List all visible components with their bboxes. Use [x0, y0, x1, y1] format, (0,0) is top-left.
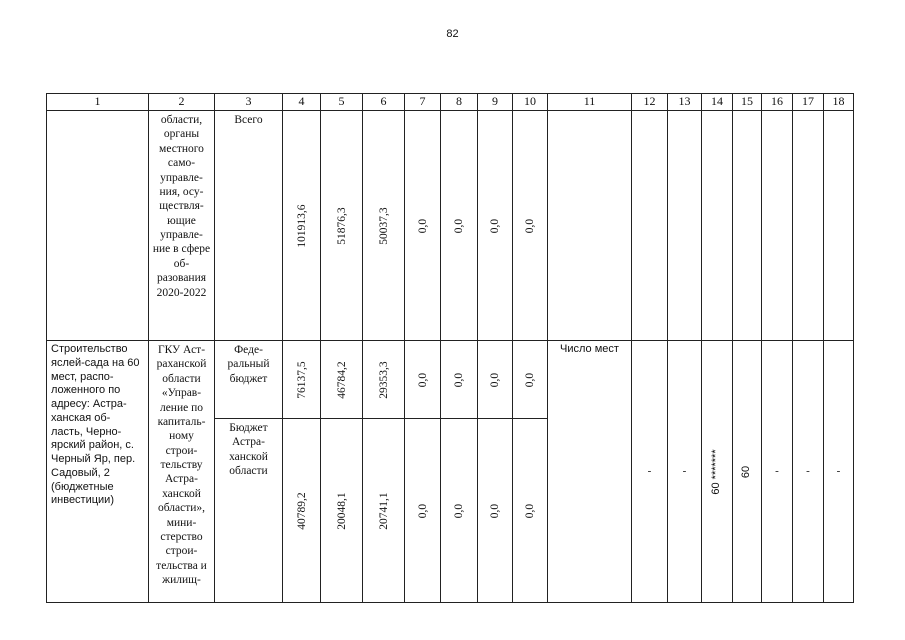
row3-c9: 0,0 [478, 419, 513, 603]
col-header-11: 11 [548, 94, 632, 111]
col-header-3: 3 [215, 94, 283, 111]
row2-c10: 0,0 [513, 341, 548, 419]
page-number: 82 [446, 28, 459, 40]
row1-c8: 0,0 [441, 111, 478, 341]
row3-c5: 20048,1 [321, 419, 363, 603]
row1-c6: 50037,3 [363, 111, 405, 341]
row1-col1 [47, 111, 149, 341]
row1-c14 [702, 111, 733, 341]
row1-c11 [548, 111, 632, 341]
row2-source: Феде- ральный бюджет [215, 341, 283, 419]
col-header-7: 7 [405, 94, 441, 111]
col-header-6: 6 [363, 94, 405, 111]
row1-c18 [824, 111, 854, 341]
col-header-14: 14 [702, 94, 733, 111]
row2-c6: 29353,3 [363, 341, 405, 419]
col-header-10: 10 [513, 94, 548, 111]
row1-c5: 51876,3 [321, 111, 363, 341]
col-header-15: 15 [733, 94, 762, 111]
row2-c12: - [632, 341, 668, 603]
row2-c17: - [793, 341, 824, 603]
row1-c10: 0,0 [513, 111, 548, 341]
row2-c5: 46784,2 [321, 341, 363, 419]
project-name: Строительство яслей-сада на 60 мест, распо- ложенного по адресу: Астра- ханская об- ласть, Черно- ярский район, с. Черный Яр, пер. Садовый, 2 (бюджетные инвестиции) [47, 341, 149, 603]
row2-c18: - [824, 341, 854, 603]
row2-c8: 0,0 [441, 341, 478, 419]
project-executor: ГКУ Аст- раханской области «Управ- ление по капиталь- ному строи- тельству Астра- ханской области», мини- стерство строи- тельства и жилищ- [149, 341, 215, 603]
budget-table [46, 93, 854, 603]
row1-c17 [793, 111, 824, 341]
row2-c16: - [762, 341, 793, 603]
row1-c9: 0,0 [478, 111, 513, 341]
row2-c7: 0,0 [405, 341, 441, 419]
col-header-9: 9 [478, 94, 513, 111]
indicator-name: Число мест [548, 341, 632, 603]
table-row [47, 341, 854, 419]
col-header-2: 2 [149, 94, 215, 111]
row1-c12 [632, 111, 668, 341]
row1-c13 [668, 111, 702, 341]
row1-executor: области, органы местного само- управле- ния, осу- ществля- ющие управле- ние в сфере об- разования 2020-2022 [149, 111, 215, 341]
row2-c15: 60 [733, 341, 762, 603]
row2-c14: 60 ******* [702, 341, 733, 603]
row1-c15 [733, 111, 762, 341]
row3-c6: 20741,1 [363, 419, 405, 603]
row2-c9: 0,0 [478, 341, 513, 419]
row3-c10: 0,0 [513, 419, 548, 603]
col-header-18: 18 [824, 94, 854, 111]
row3-source: Бюджет Астра- ханской области [215, 419, 283, 603]
row3-c4: 40789,2 [283, 419, 321, 603]
row1-source: Всего [215, 111, 283, 341]
row2-c13: - [668, 341, 702, 603]
row3-c7: 0,0 [405, 419, 441, 603]
row1-c7: 0,0 [405, 111, 441, 341]
col-header-12: 12 [632, 94, 668, 111]
row1-c16 [762, 111, 793, 341]
col-header-8: 8 [441, 94, 478, 111]
col-header-17: 17 [793, 94, 824, 111]
col-header-4: 4 [283, 94, 321, 111]
header-row [47, 94, 854, 111]
row1-c4: 101913,6 [283, 111, 321, 341]
row2-c4: 76137,5 [283, 341, 321, 419]
col-header-16: 16 [762, 94, 793, 111]
col-header-1: 1 [47, 94, 149, 111]
row3-c8: 0,0 [441, 419, 478, 603]
col-header-13: 13 [668, 94, 702, 111]
table-row [47, 111, 854, 341]
col-header-5: 5 [321, 94, 363, 111]
